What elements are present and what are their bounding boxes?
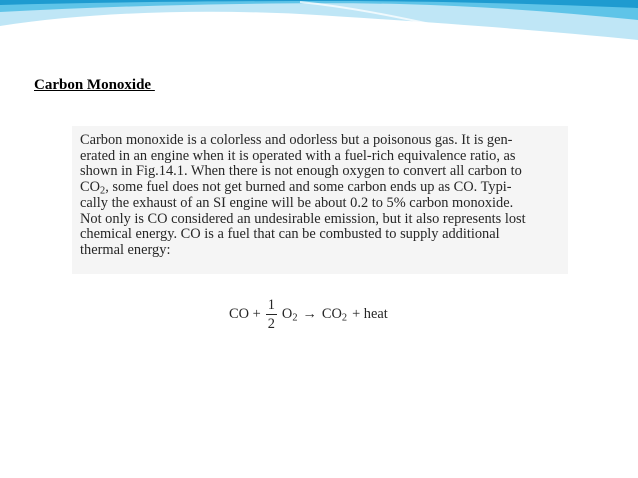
paragraph-line: $CO_2$, some fuel does not get burned and some carbon ends up as CO. Typi- — [80, 179, 512, 197]
equation-product-co2: $CO_2$ — [321, 306, 348, 324]
equation-fraction — [266, 298, 277, 332]
fraction-denominator: 2 — [267, 316, 275, 333]
paragraph-line: Not only is CO considered an undesirable emission, but it also represents lost — [80, 210, 526, 227]
fraction-numerator: 1 — [266, 298, 277, 315]
paragraph-line: Carbon monoxide is a colorless and odorless but a poisonous gas. It is gen- — [80, 132, 513, 148]
paragraph-line: thermal energy: — [80, 241, 171, 258]
co-combustion-equation — [229, 298, 388, 332]
paragraph-line: cally the exhaust of an SI engine will be about 0.2 to 5% carbon monoxide. — [80, 194, 514, 211]
equation-product-heat: + heat — [352, 306, 388, 323]
paragraph-line: chemical energy. CO is a fuel that can be combusted to supply additional — [80, 226, 500, 243]
scanned-paragraph — [80, 133, 566, 259]
slide-title: Carbon Monoxide — [34, 77, 155, 93]
reaction-arrow-icon: → — [302, 306, 317, 323]
paragraph-line: shown in Fig.14.1. When there is not enough oxygen to convert all carbon to — [80, 163, 522, 180]
equation-reactant-co: CO + — [229, 306, 261, 323]
equation-reactant-o2: $O_2$ — [281, 306, 298, 324]
paragraph-line: erated in an engine when it is operated with a fuel-rich equivalence ratio, as — [80, 147, 516, 164]
header-wave-band — [0, 0, 638, 60]
